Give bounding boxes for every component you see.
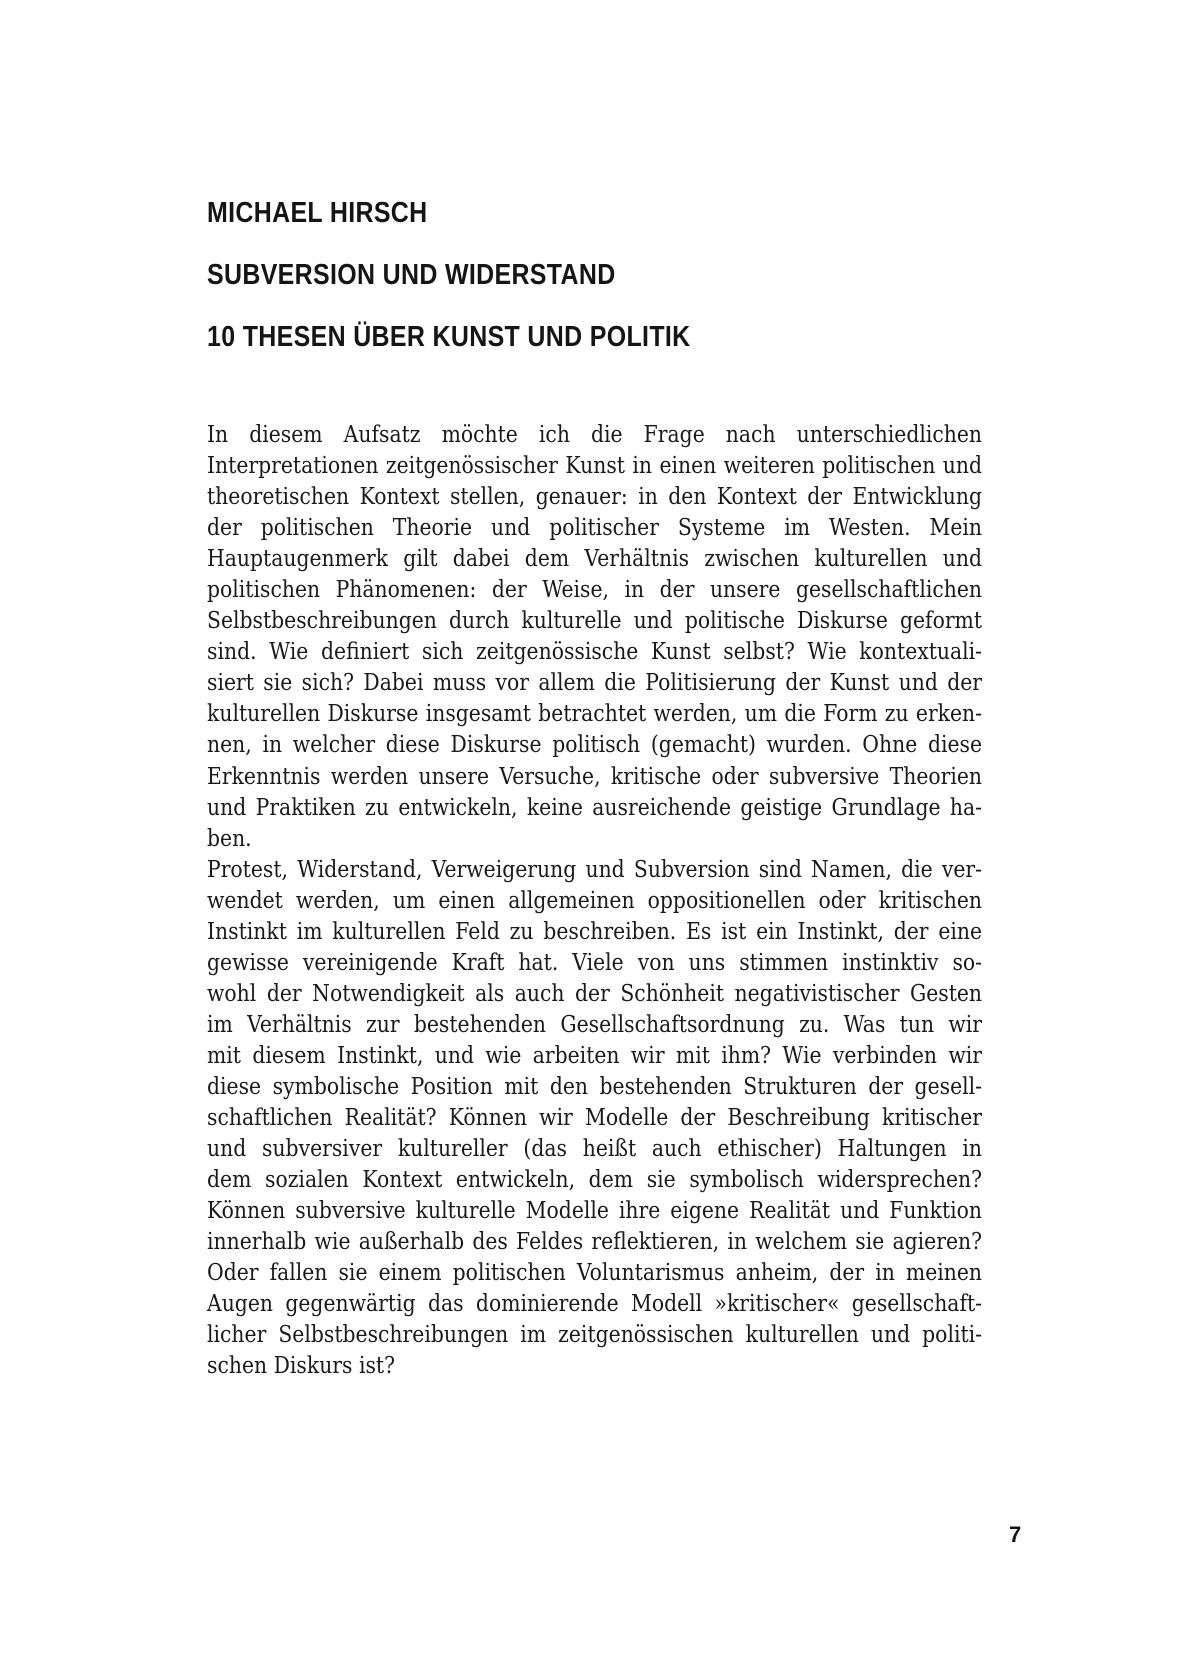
paragraph: [207, 855, 982, 1383]
text-line: der politischen Theorie und politischer Systeme im Westen. Mein: [207, 515, 983, 542]
text-line: im Verhältnis zur bestehenden Gesellschaftsordnung zu. Was tun wir: [207, 1011, 983, 1038]
text-line: sind. Wie definiert sich zeitgenössische Kunst selbst? Wie kontextuali-: [207, 639, 983, 666]
text-line: Können subversive kulturelle Modelle ihre eigene Realität und Funktion: [207, 1198, 983, 1225]
text-line: Selbstbeschreibungen durch kulturelle und politische Diskurse geformt: [207, 608, 983, 635]
paragraph: [207, 420, 982, 855]
text-line: Erkenntnis werden unsere Versuche, kritische oder subversive Theorien: [207, 763, 983, 790]
text-line: Augen gegenwärtig das dominierende Modell »kritischer« gesellschaft-: [207, 1291, 983, 1318]
text-line: siert sie sich? Dabei muss vor allem die Politisierung der Kunst und der: [207, 670, 983, 697]
text-line: wohl der Notwendigkeit als auch der Schönheit negativistischer Gesten: [207, 980, 983, 1007]
page-number: 7: [1009, 1522, 1022, 1547]
chapter-heading: [207, 194, 1007, 380]
text-line: kulturellen Diskurse insgesamt betrachtet werden, um die Form zu erken-: [207, 701, 983, 728]
text-line: gewisse vereinigende Kraft hat. Viele von uns stimmen instinktiv so-: [207, 949, 983, 976]
text-line: mit diesem Instinkt, und wie arbeiten wir mit ihm? Wie verbinden wir: [207, 1042, 983, 1069]
author-name: MICHAEL HIRSCH: [207, 197, 428, 229]
text-line: schen Diskurs ist?: [207, 1353, 396, 1380]
text-line: diese symbolische Position mit den bestehenden Strukturen der gesell-: [207, 1073, 983, 1100]
text-line: Instinkt im kulturellen Feld zu beschreiben. Es ist ein Instinkt, der eine: [207, 918, 983, 945]
text-line: Oder fallen sie einem politischen Voluntarismus anheim, der in meinen: [207, 1260, 983, 1287]
chapter-subtitle: 10 THESEN ÜBER KUNST UND POLITIK: [207, 321, 691, 353]
text-line: Interpretationen zeitgenössischer Kunst in einen weiteren politischen und: [207, 453, 983, 480]
text-line: schaftlichen Realität? Können wir Modelle der Beschreibung kritischer: [207, 1105, 983, 1132]
text-line: und subversiver kultureller (das heißt auch ethischer) Haltungen in: [207, 1136, 983, 1163]
text-line: ben.: [207, 825, 252, 852]
text-line: In diesem Aufsatz möchte ich die Frage nach unterschiedlichen: [207, 422, 983, 448]
chapter-title: SUBVERSION UND WIDERSTAND: [207, 259, 616, 291]
text-line: Hauptaugenmerk gilt dabei dem Verhältnis zwischen kulturellen und: [207, 546, 983, 573]
text-line: licher Selbstbeschreibungen im zeitgenössischen kulturellen und politi-: [207, 1322, 983, 1349]
text-line: theoretischen Kontext stellen, genauer: in den Kontext der Entwicklung: [207, 484, 983, 511]
text-line: Protest, Widerstand, Verweigerung und Subversion sind Namen, die ver-: [207, 856, 983, 883]
text-line: innerhalb wie außerhalb des Feldes reflektieren, in welchem sie agieren?: [207, 1229, 983, 1256]
text-line: wendet werden, um einen allgemeinen oppositionellen oder kritischen: [207, 887, 983, 914]
text-line: politischen Phänomenen: der Weise, in der unsere gesellschaftlichen: [207, 577, 983, 604]
body-text: [207, 420, 982, 1382]
text-line: nen, in welcher diese Diskurse politisch (gemacht) wurden. Ohne diese: [207, 732, 983, 759]
text-line: und Praktiken zu entwickeln, keine ausreichende geistige Grundlage ha-: [207, 794, 983, 821]
text-line: dem sozialen Kontext entwickeln, dem sie symbolisch widersprechen?: [207, 1167, 983, 1194]
